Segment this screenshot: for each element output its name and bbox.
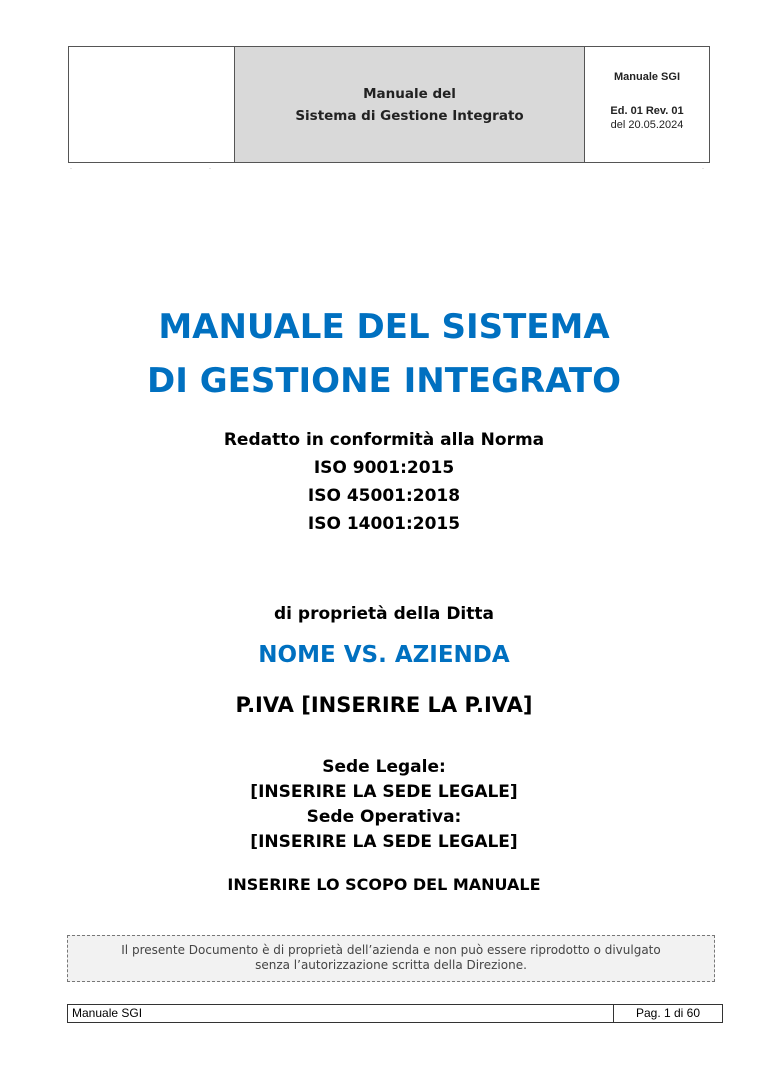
edition-revision: Ed. 01 Rev. 01 [610, 105, 684, 117]
sede-legale-value: [INSERIRE LA SEDE LEGALE] [250, 782, 518, 802]
sede-operativa-label: Sede Operativa: [306, 807, 462, 827]
tick-mark: · [702, 166, 704, 172]
sede-operativa-value: [INSERIRE LA SEDE LEGALE] [250, 832, 518, 852]
document-code: Manuale SGI [613, 71, 681, 83]
header-title [235, 47, 585, 162]
footer-document-name: Manuale SGI [68, 1005, 614, 1022]
confidentiality-notice [67, 935, 715, 982]
standard-item: ISO 14001:2015 [307, 514, 461, 534]
header-title-line2: Sistema di Gestione Integrato [295, 107, 524, 124]
revision-date: del 20.05.2024 [610, 119, 684, 131]
notice-line1: Il presente Documento è di proprietà dell’azienda e non può essere riprodotto o divulgato [121, 943, 661, 957]
main-title [0, 300, 768, 408]
main-title-line1: MANUALE DEL SISTEMA [158, 307, 610, 347]
sede-legale-label: Sede Legale: [322, 757, 446, 777]
address-block [0, 755, 768, 855]
tick-mark: · [209, 166, 211, 172]
conformity-text: Redatto in conformità alla Norma [223, 430, 545, 450]
header-meta [585, 47, 709, 162]
ownership-text: di proprietà della Ditta [274, 604, 494, 624]
manual-scope: INSERIRE LO SCOPO DEL MANUALE [227, 875, 541, 894]
main-title-line2: DI GESTIONE INTEGRATO [147, 361, 621, 401]
logo-placeholder [69, 47, 235, 162]
standard-item: ISO 9001:2015 [313, 458, 455, 478]
vat-number: P.IVA [INSERIRE LA P.IVA] [235, 693, 533, 717]
document-header [68, 46, 710, 163]
page-footer [67, 1004, 723, 1023]
tick-mark: · [70, 166, 72, 172]
standard-item: ISO 45001:2018 [307, 486, 461, 506]
notice-line2: senza l’autorizzazione scritta della Direzione. [255, 958, 527, 972]
conformity-block [0, 426, 768, 538]
page-number: Pag. 1 di 60 [635, 1006, 701, 1020]
company-name: NOME VS. AZIENDA [258, 642, 510, 668]
header-title-line1: Manuale del [363, 85, 456, 102]
